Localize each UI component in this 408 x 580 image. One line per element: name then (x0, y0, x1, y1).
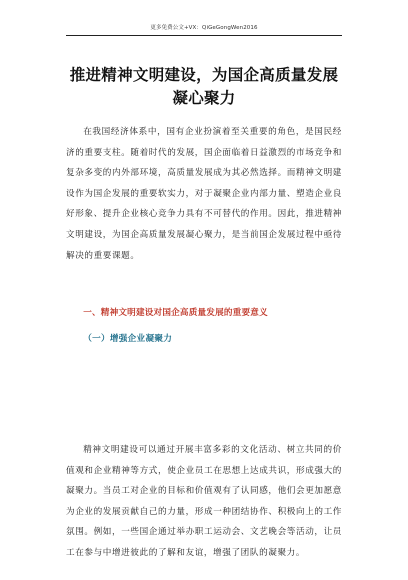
header-divider (66, 35, 342, 36)
subsection-paragraph: 精神文明建设可以通过开展丰富多彩的文化活动、树立共同的价值观和企业精神等方式，使企业员工在思想上达成共识，形成强大的凝聚力。当员工对企业的目标和价值观有了认同感，他们会更加愿意为企业的发展贡献自己的力量，形成一种团结协作、积极向上的工作氛围。例如，一些国企通过举办职工运动会、文艺晚会等活动，让员工在参与中增进彼此的了解和友谊，增强了团队的凝聚力。 (66, 445, 342, 558)
document-title: 推进精神文明建设，为国企高质量发展凝心聚力 (69, 66, 339, 107)
subsection-heading: （一）增强企业凝聚力 (83, 334, 173, 344)
intro-paragraph: 在我国经济体系中，国有企业扮演着至关重要的角色，是国民经济的重要支柱。随着时代的发展，国企面临着日益激烈的市场竞争和复杂多变的内外部环境，高质量发展成为其必然选择。而精神文明建设作为国企发展的重要软实力，对于凝聚企业内部力量、塑造企业良好形象、提升企业核心竞争力具有不可替代的作用。因此，推进精神文明建设，为国企高质量发展凝心聚力，是当前国企发展过程中亟待解决的重要课题。 (66, 127, 342, 261)
section-heading: 一、精神文明建设对国企高质量发展的重要意义 (83, 308, 268, 318)
page-header-text: 更多免费公文+VX：QiGeGongWen2016 (150, 25, 258, 31)
